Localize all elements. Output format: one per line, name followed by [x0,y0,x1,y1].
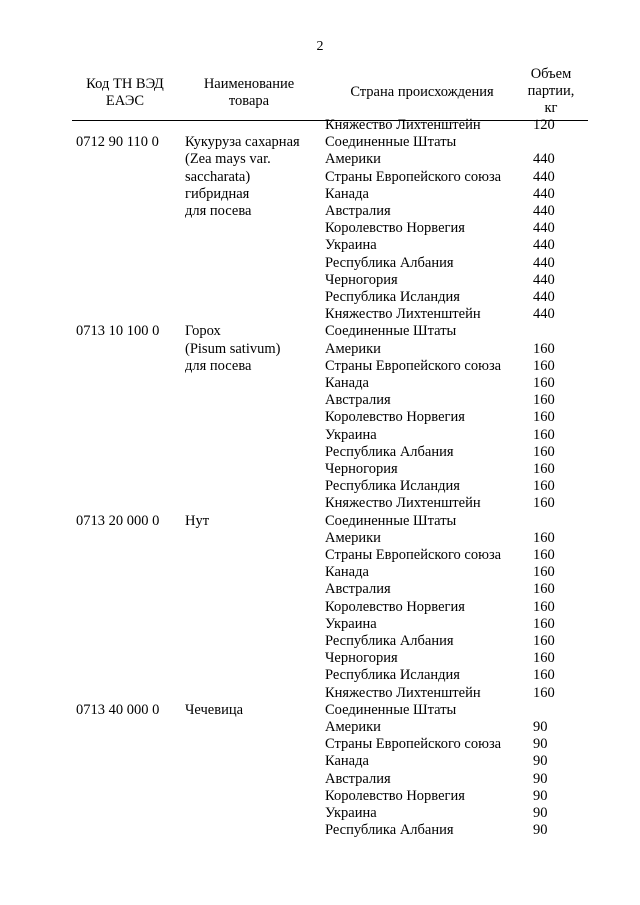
row-country: Черногория [325,271,398,288]
row-volume: 160 [533,633,555,649]
row-volume: 120 [533,117,555,133]
row-name: для посева [185,357,252,374]
row-country: Княжество Лихтенштейн [325,495,481,512]
row-volume: 160 [533,426,555,443]
header-volume [520,66,582,117]
row-country: Королевство Норвегия [325,787,465,804]
row-volume: 160 [533,461,555,477]
row-volume: 440 [533,220,555,237]
row-volume: 90 [533,753,548,770]
row-country: Страны Европейского союза [325,357,502,374]
row-volume: 160 [533,650,555,667]
row-volume: 160 [533,443,555,460]
row-volume: 440 [533,203,555,219]
row-country: Америки [325,340,381,357]
row-country: Соединенные Штаты [325,134,457,151]
row-country: Княжество Лихтенштейн [325,306,481,323]
row-country: Австралия [325,581,391,598]
row-volume: 160 [533,684,555,701]
header-country [322,84,522,101]
row-code: 0713 20 000 0 [76,512,160,529]
row-country: Страны Европейского союза [325,168,502,185]
row-volume: 440 [533,185,555,202]
row-name: Нут [185,512,210,529]
row-country: Австралия [325,770,391,787]
row-volume: 440 [533,168,555,185]
row-name: Чечевица [185,701,244,718]
row-country: Княжество Лихтенштейн [325,117,481,133]
row-name: saccharata) [185,168,251,185]
row-volume: 160 [533,547,555,563]
row-country: Республика Албания [325,443,454,460]
header-name-line: товара [228,93,270,109]
row-country: Княжество Лихтенштейн [325,684,481,701]
row-volume: 160 [533,598,555,615]
row-country: Республика Исландия [325,667,460,684]
row-code: 0712 90 110 0 [76,134,159,151]
row-volume: 160 [533,581,555,598]
row-name: (Pisum sativum) [185,340,281,357]
row-code: 0713 10 100 0 [76,323,160,340]
row-country: Украина [325,805,377,821]
row-country: Республика Албания [325,633,454,649]
row-country: Страны Европейского союза [325,736,502,753]
row-country: Черногория [325,650,398,667]
header-volume-line: партии, [527,83,575,99]
row-name: (Zea mays var. [185,151,271,168]
row-country: Королевство Норвегия [325,598,465,615]
header-country-line: Страна происхождения [350,84,494,100]
row-volume: 160 [533,615,555,632]
row-volume: 90 [533,805,548,821]
row-country: Канада [325,753,369,770]
row-country: Америки [325,529,381,546]
header-code-line: Код ТН ВЭД [86,76,164,92]
row-country: Канада [325,375,369,391]
row-country: Канада [325,185,369,202]
row-country: Республика Исландия [325,289,460,305]
row-volume: 160 [533,667,555,684]
row-volume: 160 [533,357,555,374]
row-country: Черногория [325,461,398,477]
row-volume: 440 [533,254,555,271]
header-name-line: Наименование [203,76,295,92]
row-volume: 440 [533,237,555,254]
row-country: Украина [325,237,377,254]
row-country: Республика Албания [325,254,454,271]
row-name: Кукуруза сахарная [185,134,300,151]
row-volume: 90 [533,770,548,787]
row-volume: 160 [533,478,555,495]
row-volume: 160 [533,409,555,426]
header-name [180,76,318,110]
row-country: Украина [325,615,377,632]
row-country: Украина [325,426,377,443]
row-volume: 160 [533,529,555,546]
row-volume: 440 [533,271,555,288]
row-code: 0713 40 000 0 [76,701,160,718]
row-country: Соединенные Штаты [325,512,457,529]
header-code [72,76,178,110]
row-volume: 160 [533,392,555,409]
header-volume-line: кг [544,100,558,116]
row-volume: 90 [533,787,548,804]
row-country: Австралия [325,392,391,409]
row-country: Америки [325,151,381,168]
row-name: гибридная [185,185,250,202]
row-volume: 90 [533,822,548,839]
row-volume: 440 [533,289,555,305]
row-volume: 160 [533,375,555,391]
row-country: Республика Албания [325,822,454,839]
header-volume-line: Объем [530,66,572,82]
row-country: Канада [325,564,369,581]
row-name: для посева [185,203,252,219]
row-country: Королевство Норвегия [325,220,465,237]
row-country: Республика Исландия [325,478,460,495]
row-volume: 90 [533,719,548,735]
row-name: Горох [185,323,221,340]
header-code-line: ЕАЭС [105,93,145,109]
row-country: Австралия [325,203,391,219]
row-country: Соединенные Штаты [325,323,457,340]
row-volume: 440 [533,306,555,323]
row-volume: 160 [533,564,555,581]
row-country: Королевство Норвегия [325,409,465,426]
row-country: Страны Европейского союза [325,547,502,563]
page-number: 2 [316,39,324,54]
row-volume: 90 [533,736,548,753]
row-country: Америки [325,719,381,735]
row-country: Соединенные Штаты [325,701,457,718]
row-volume: 440 [533,151,555,168]
row-volume: 160 [533,495,555,512]
row-volume: 160 [533,340,555,357]
